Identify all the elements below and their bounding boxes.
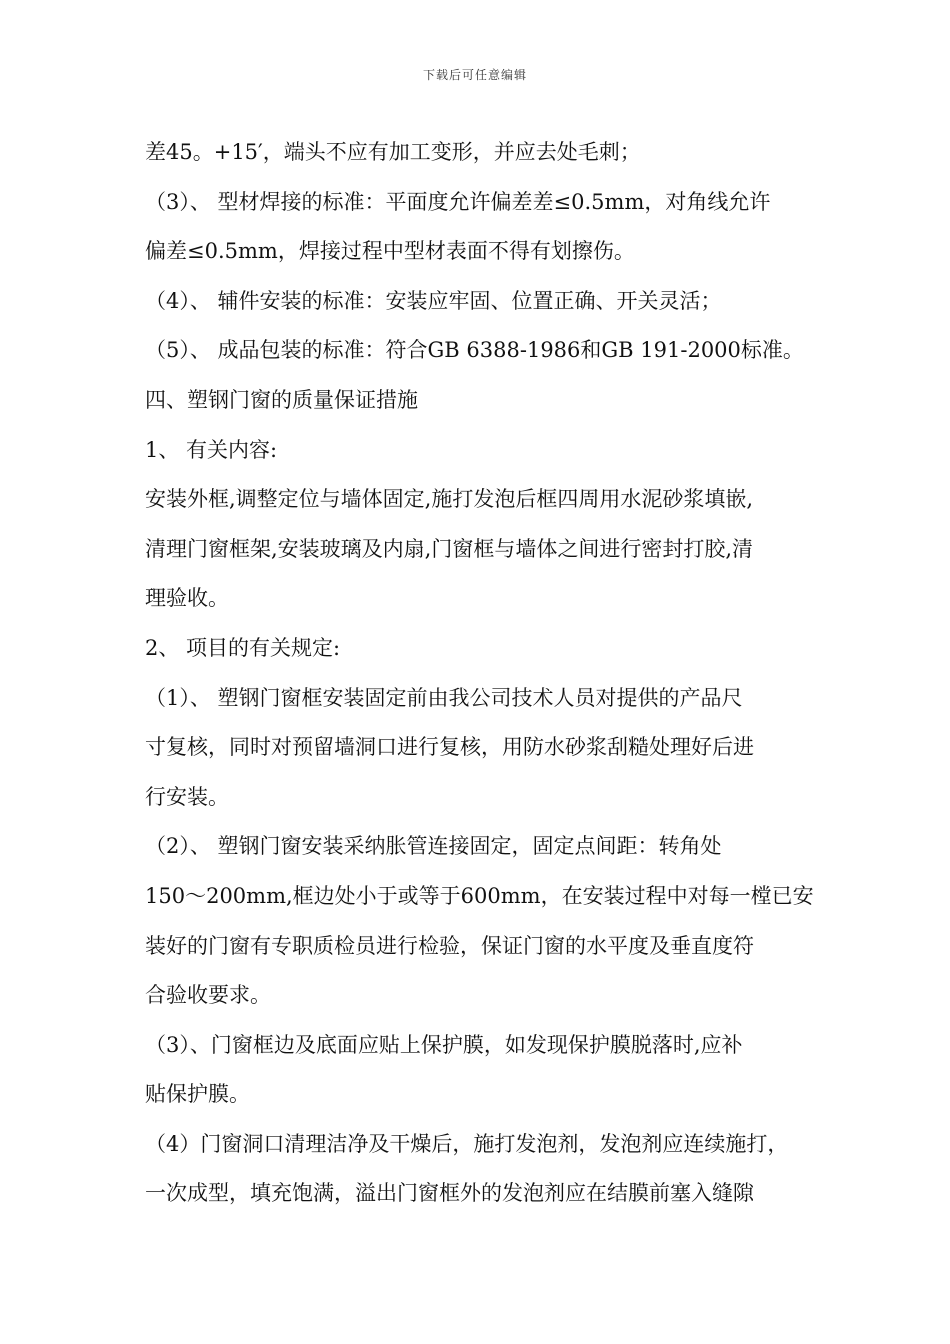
paragraph-line: 偏差≤0.5mm，焊接过程中型材表面不得有划擦伤。	[145, 239, 635, 264]
subsection-heading: 1、 有关内容:	[145, 437, 278, 462]
paragraph-line: 装好的门窗有专职质检员进行检验，保证门窗的水平度及垂直度符	[145, 933, 754, 958]
paragraph-line: （4）门窗洞口清理洁净及干燥后，施打发泡剂，发泡剂应连续施打，	[145, 1131, 789, 1156]
subsection-heading: 2、 项目的有关规定:	[145, 635, 341, 660]
paragraph-line: 安装外框,调整定位与墙体固定,施打发泡后框四周用水泥砂浆填嵌,	[145, 487, 754, 512]
paragraph-line: （1）、 塑钢门窗框安装固定前由我公司技术人员对提供的产品尺	[145, 685, 743, 710]
page-header-note: 下载后可任意编辑	[422, 68, 527, 82]
paragraph-line: 理验收。	[145, 586, 229, 611]
paragraph-line: （3）、 型材焊接的标准：平面度允许偏差差≤0.5mm，对角线允许	[145, 189, 771, 214]
paragraph-line: 一次成型，填充饱满，溢出门窗框外的发泡剂应在结膜前塞入缝隙	[145, 1181, 754, 1206]
paragraph-line: 合验收要求。	[145, 983, 271, 1008]
paragraph-line: 行安装。	[145, 784, 229, 809]
section-heading: 四、塑钢门窗的质量保证措施	[145, 387, 418, 412]
paragraph-line: （5）、 成品包装的标准：符合GB 6388-1986和GB 191-2000标准。	[145, 338, 804, 363]
document-body	[145, 128, 835, 1219]
paragraph-line: 寸复核，同时对预留墙洞口进行复核，用防水砂浆刮糙处理好后进	[145, 735, 754, 760]
paragraph-line: （3）、门窗框边及底面应贴上保护膜，如发现保护膜脱落时,应补	[145, 1032, 743, 1057]
paragraph-line: （2）、 塑钢门窗安装采纳胀管连接固定，固定点间距：转角处	[145, 834, 722, 859]
paragraph-line: 差45。+15′，端头不应有加工变形，并应去处毛刺；	[145, 140, 641, 164]
paragraph-line: 150～200mm,框边处小于或等于600mm，在安装过程中对每一樘已安	[145, 883, 814, 908]
paragraph-line: 清理门窗框架,安装玻璃及内扇,门窗框与墙体之间进行密封打胶,清	[145, 536, 754, 561]
paragraph-line: （4）、 辅件安装的标准：安装应牢固、位置正确、开关灵活；	[145, 288, 722, 313]
paragraph-line: 贴保护膜。	[145, 1082, 250, 1107]
